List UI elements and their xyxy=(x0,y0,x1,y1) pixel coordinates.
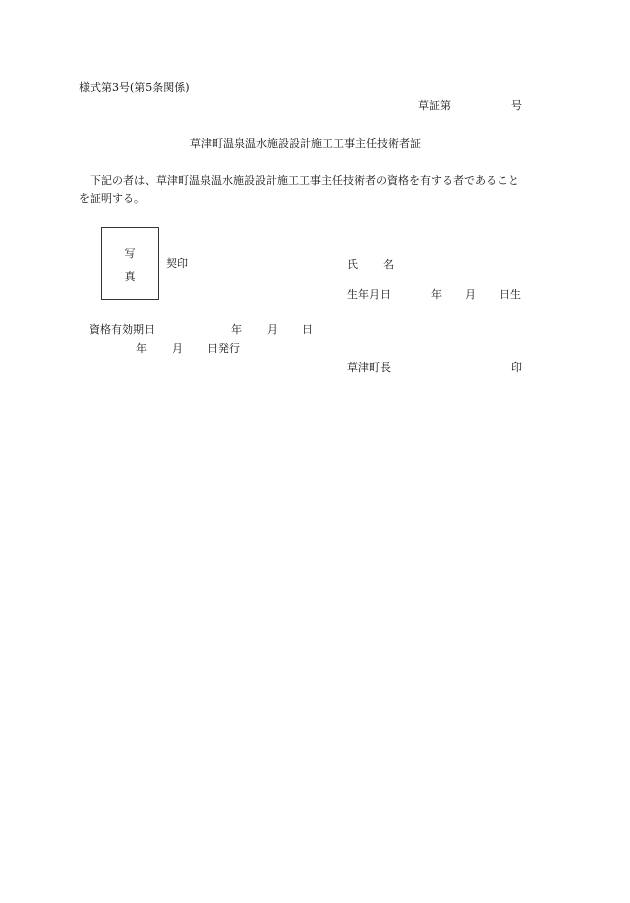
birth-year: 年 xyxy=(431,288,442,301)
issue-day: 日発行 xyxy=(207,342,240,355)
name-label-2: 名 xyxy=(383,258,394,271)
birth-month: 月 xyxy=(465,288,476,301)
photo-label-1: 写 xyxy=(124,247,136,260)
birth-day: 日生 xyxy=(499,288,521,301)
body-text-line-2: を証明する。 xyxy=(79,192,145,205)
photo-label-2: 真 xyxy=(124,270,136,283)
mayor-seal: 印 xyxy=(511,361,522,374)
cert-number-prefix: 草証第 xyxy=(418,99,451,112)
mayor-label: 草津町長 xyxy=(347,361,391,374)
body-text-line-1: 下記の者は、草津町温泉温水施設設計施工工事主任技術者の資格を有する者であること xyxy=(90,174,519,187)
validity-day: 日 xyxy=(302,323,313,336)
validity-month: 月 xyxy=(267,323,278,336)
birth-label: 生年月日 xyxy=(347,288,391,301)
page-title: 草津町温泉温水施設設計施工工事主任技術者証 xyxy=(190,137,421,150)
validity-label: 資格有効期日 xyxy=(89,323,155,336)
seal-label: 契印 xyxy=(166,257,188,270)
cert-number-suffix: 号 xyxy=(511,99,522,112)
photo-box xyxy=(101,227,159,300)
issue-year: 年 xyxy=(136,342,147,355)
form-number: 様式第3号(第5条関係) xyxy=(79,81,190,94)
name-label-1: 氏 xyxy=(347,258,358,271)
issue-month: 月 xyxy=(172,342,183,355)
validity-year: 年 xyxy=(231,323,242,336)
